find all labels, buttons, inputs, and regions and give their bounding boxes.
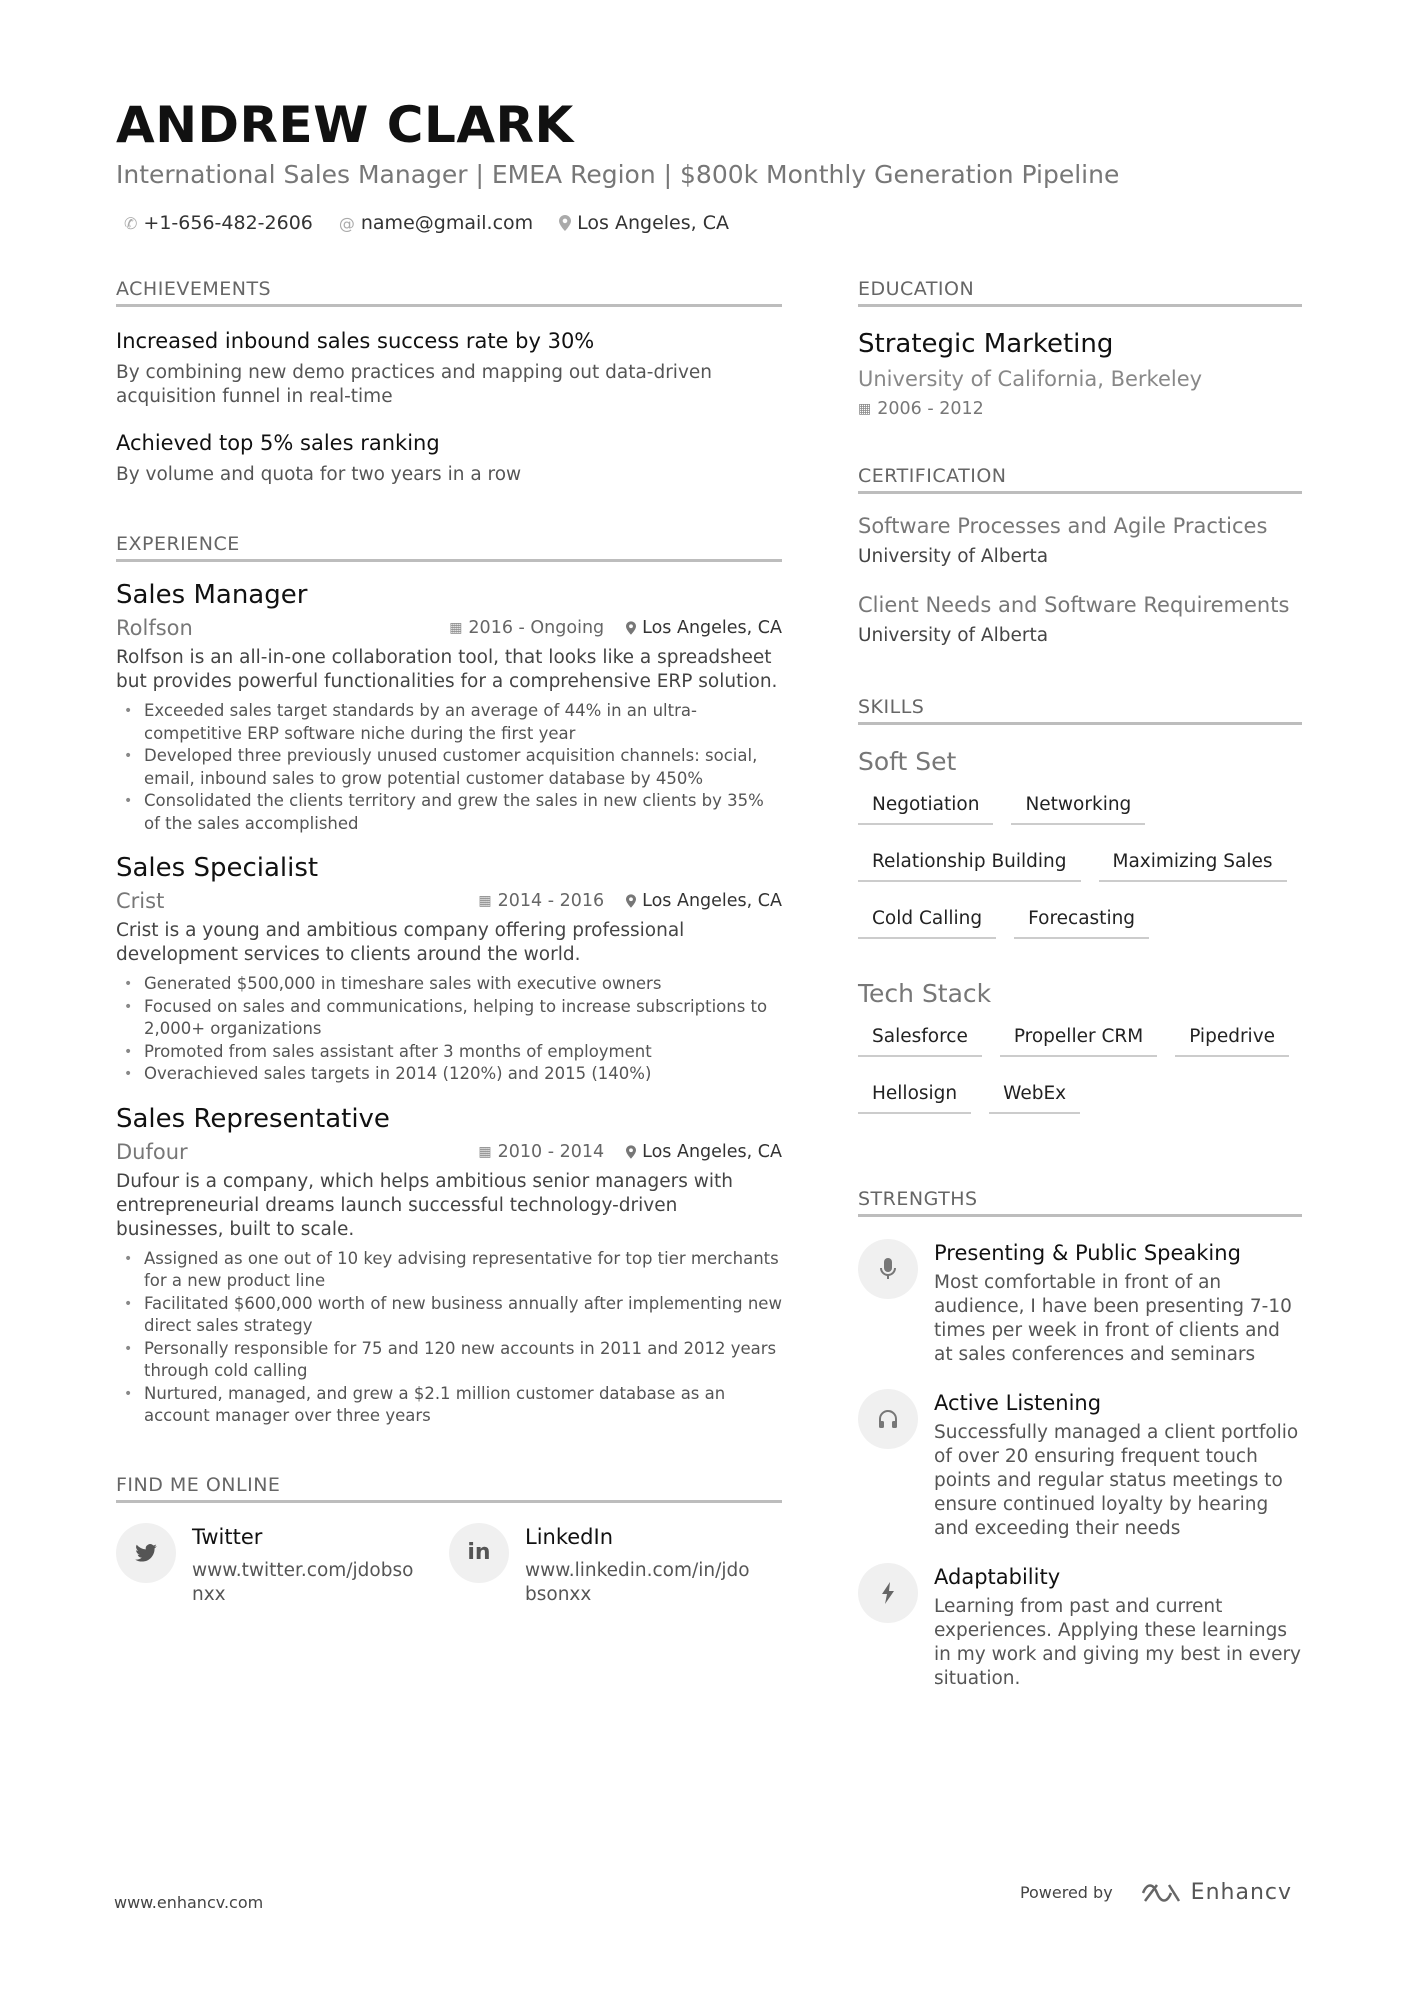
online-link-twitter[interactable] [116,1523,449,1607]
skill-tag: Maximizing Sales [1099,845,1287,882]
job-bullet: • Developed three previously unused customer acquisition channels: social, email, inbound sales to grow potential customer database by 450% [116,745,782,790]
skill-tag: Forecasting [1014,902,1149,939]
job-meta [116,616,782,640]
job-description: Rolfson is an all-in-one collaboration tool, that looks like a spreadsheet but provides powerful functionalities for a comprehensive ERP solution. [116,647,778,692]
certification-item [858,593,1302,646]
job-dates-text: 2014 - 2016 [497,891,605,911]
location-pin-icon [559,215,571,231]
right-column [858,278,1302,1691]
location-pin-icon [626,894,636,908]
online-link-linkedin[interactable] [449,1523,782,1607]
job-title: Sales Representative [116,1103,390,1134]
calendar-icon: ▦ [449,620,463,636]
skill-tag: Relationship Building [858,845,1081,882]
job-dates [478,1142,604,1162]
experience-section [116,533,782,1428]
strength-item [858,1563,1302,1691]
strength-title: Active Listening [934,1391,1102,1415]
job-dates [478,891,604,911]
job-bullets [116,973,782,1086]
powered-by-label: Powered by [1019,1883,1113,1902]
certification-title: Software Processes and Agile Practices [858,514,1268,538]
certification-title: Client Needs and Software Requirements [858,593,1290,617]
job-location-text: Los Angeles, CA [642,891,782,911]
location-pin-icon [626,1145,636,1159]
find-me-online-heading: FIND ME ONLINE [116,1474,782,1503]
strength-description: Most comfortable in front of an audience, I have been presenting 7-10 times per week in front of clients and at sales conferences and seminars [934,1272,1292,1365]
calendar-icon: ▦ [478,1143,492,1160]
job-company: Rolfson [116,616,193,640]
candidate-name: ANDREW CLARK [116,96,574,154]
online-link-url[interactable]: www.twitter.com/jdobsonxx [192,1559,414,1605]
calendar-icon: ▦ [858,401,872,417]
skill-group-title: Tech Stack [858,979,992,1008]
find-me-online-section [116,1474,782,1607]
education-heading: EDUCATION [858,278,1302,307]
education-dates-text: 2006 - 2012 [877,399,984,419]
experience-heading: EXPERIENCE [116,533,782,562]
phone-text: +1-656-482-2606 [143,212,313,234]
certification-institution: University of Alberta [858,546,1049,567]
email-text: name@gmail.com [360,212,534,234]
achievement-description: By combining new demo practices and mapping out data-driven acquisition funnel in real-time [116,362,713,407]
strength-item [858,1389,1302,1541]
job-dates [449,618,604,638]
certification-item [858,514,1302,567]
strengths-heading: STRENGTHS [858,1188,1302,1217]
phone-icon: ✆ [124,213,138,233]
job-location [626,891,782,911]
strength-title: Presenting & Public Speaking [934,1241,1241,1265]
job-entry [116,853,782,1086]
contact-phone[interactable] [124,212,313,234]
job-bullet: • Overachieved sales targets in 2014 (120%) and 2015 (140%) [116,1063,782,1086]
job-location-text: Los Angeles, CA [642,1141,782,1162]
job-company: Crist [116,889,165,913]
job-bullet: • Nurtured, managed, and grew a $2.1 million customer database as an account manager over three years [116,1383,782,1428]
strengths-section [858,1188,1302,1691]
skill-tag: WebEx [989,1077,1080,1114]
job-meta [116,1140,782,1164]
strength-text [934,1239,1302,1367]
job-meta [116,889,782,913]
job-bullet: • Facilitated $600,000 worth of new business annually after implementing new direct sales strategy [116,1293,782,1338]
job-location-text: Los Angeles, CA [642,618,782,638]
lightning-bolt-icon [858,1563,918,1623]
job-dates-text: 2016 - Ongoing [468,618,605,638]
skill-tag: Propeller CRM [1000,1020,1157,1057]
achievements-heading: ACHIEVEMENTS [116,278,782,307]
skill-group-title: Soft Set [858,747,957,776]
job-bullet: • Generated $500,000 in timeshare sales with executive owners [116,973,782,996]
job-bullet: • Exceeded sales target standards by an average of 44% in an ultra-competitive ERP software niche during the first year [116,700,782,745]
footer-site-link[interactable]: www.enhancv.com [114,1893,264,1912]
achievement-item [116,431,782,487]
calendar-icon: ▦ [478,893,492,909]
brand-logo[interactable] [1139,1880,1292,1905]
brand-name: Enhancv [1190,1880,1292,1905]
job-entry [116,580,782,835]
strength-item [858,1239,1302,1367]
online-link-url[interactable]: www.linkedin.com/in/jdobsonxx [525,1559,750,1605]
linkedin-icon: in [449,1523,509,1583]
online-link-title: LinkedIn [525,1524,614,1549]
achievement-title: Increased inbound sales success rate by 30% [116,329,595,353]
job-entry [116,1104,782,1428]
microphone-icon [858,1239,918,1299]
contact-bar [124,212,729,234]
contact-location [559,212,729,234]
job-location [626,618,782,638]
education-school: University of California, Berkeley [858,367,1203,391]
twitter-icon [116,1523,176,1583]
skill-tag: Pipedrive [1175,1020,1289,1057]
skill-tags [858,788,1302,959]
online-link-text [192,1523,422,1607]
strength-text [934,1389,1302,1541]
job-title: Sales Manager [116,580,308,610]
online-link-title: Twitter [192,1524,263,1549]
education-dates [858,399,1302,419]
certification-section [858,465,1302,646]
job-bullet: • Consolidated the clients territory and grew the sales in new clients by 35% of the sales accomplished [116,790,782,835]
location-text: Los Angeles, CA [577,212,729,234]
left-column [116,278,782,1607]
certification-heading: CERTIFICATION [858,465,1302,494]
skills-section [858,696,1302,1134]
achievement-item [116,329,782,409]
skill-tag: Cold Calling [858,902,996,939]
achievements-section [116,278,782,487]
online-link-text [525,1523,755,1607]
job-bullets [116,1248,782,1428]
job-bullet: • Promoted from sales assistant after 3 months of employment [116,1041,782,1064]
achievement-description: By volume and quota for two years in a row [116,464,522,485]
job-description: Dufour is a company, which helps ambitious senior managers with entrepreneurial dreams launch successful technology-driven businesses, built to scale. [116,1170,734,1240]
job-bullet: • Focused on sales and communications, helping to increase subscriptions to 2,000+ organizations [116,996,782,1041]
education-section [858,278,1302,419]
at-icon: @ [338,213,355,233]
job-company: Dufour [116,1139,188,1164]
enhancv-logo-icon [1139,1881,1183,1905]
skill-tags [858,1020,1302,1134]
skills-heading: SKILLS [858,696,1302,725]
skill-tag: Salesforce [858,1020,982,1057]
strength-title: Adaptability [934,1565,1061,1589]
job-location [626,1142,782,1162]
skill-tag: Hellosign [858,1077,971,1114]
education-degree: Strategic Marketing [858,329,1114,359]
strength-description: Learning from past and current experiences. Applying these learnings in my work and giving my best in every situation. [934,1596,1302,1689]
certification-institution: University of Alberta [858,625,1049,646]
online-links [116,1523,782,1607]
headphones-icon [858,1389,918,1449]
achievement-title: Achieved top 5% sales ranking [116,431,440,455]
job-bullet: • Personally responsible for 75 and 120 new accounts in 2011 and 2012 years through cold calling [116,1338,782,1383]
job-bullets [116,700,782,835]
job-description: Crist is a young and ambitious company offering professional development services to clients around the world. [116,920,685,965]
job-dates-text: 2010 - 2014 [497,1141,605,1162]
footer-branding [1020,1880,1292,1905]
contact-email[interactable] [339,212,533,234]
job-bullet: • Assigned as one out of 10 key advising representative for top tier merchants for a new product line [116,1248,782,1293]
skill-tag: Negotiation [858,788,993,825]
strength-text [934,1563,1302,1691]
candidate-headline: International Sales Manager | EMEA Region | $800k Monthly Generation Pipeline [116,160,1120,189]
location-pin-icon [626,621,636,635]
skill-tag: Networking [1011,788,1145,825]
job-title: Sales Specialist [116,853,319,883]
strength-description: Successfully managed a client portfolio of over 20 ensuring frequent touch points and regular status meetings to ensure continued loyalty by hearing and exceeding their needs [934,1422,1299,1539]
